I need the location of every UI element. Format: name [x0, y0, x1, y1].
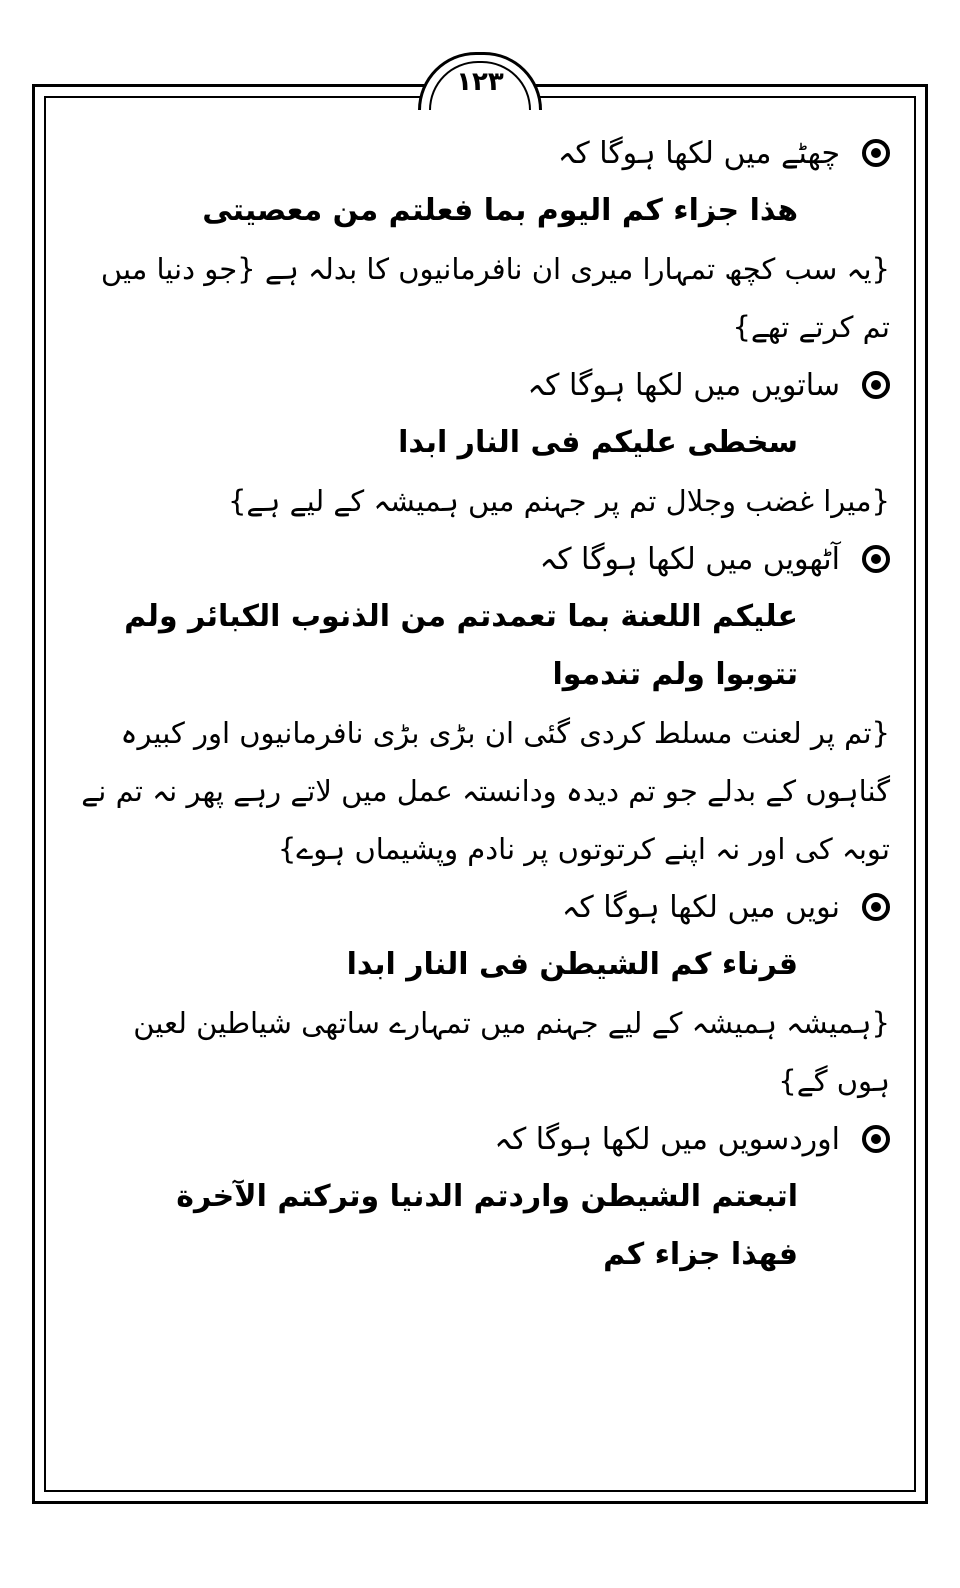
ornament-bullet-icon: [862, 1125, 890, 1153]
section-ninth: [80, 878, 890, 1110]
heading-text: چھٹے میں لکھا ہوگا کہ: [557, 135, 840, 171]
ornament-bullet-icon: [862, 371, 890, 399]
page-content: [80, 124, 890, 1284]
urdu-translation: {میرا غضب وجلال تم پر جہنم میں ہمیشہ کے لیے ہے}: [227, 484, 890, 518]
ornament-bullet-icon: [862, 139, 890, 167]
section-eighth: [80, 530, 890, 878]
section-heading: [80, 878, 890, 936]
section-tenth: [80, 1110, 890, 1284]
urdu-translation: {ہمیشہ ہمیشہ کے لیے جہنم میں تمہارے ساتھی شیاطین لعین ہوں گے}: [133, 1006, 890, 1098]
arabic-quote: علیکم اللعنة بما تعمدتم من الذنوب الکبائر ولم تتوبوا ولم تندموا: [124, 599, 798, 692]
heading-text: نویں میں لکھا ہوگا کہ: [561, 889, 840, 925]
urdu-translation: {تم پر لعنت مسلط کردی گئی ان بڑی بڑی نافرمانیوں اور کبیرہ گناہوں کے بدلے جو تم دیدہ ودانستہ عمل میں لاتے رہے پھر نہ تم نے توبہ کی اور نہ اپنے کرتوتوں پر نادم وپشیماں ہوے}: [81, 716, 890, 866]
section-heading: [80, 530, 890, 588]
heading-text: آٹھویں میں لکھا ہوگا کہ: [539, 541, 840, 577]
ornament-bullet-icon: [862, 545, 890, 573]
arabic-quote: سخطی علیکم فی النار ابدا: [398, 425, 798, 460]
page-number: ۱۲۳: [418, 52, 542, 110]
section-sixth: [80, 124, 890, 356]
arabic-quote: اتبعتم الشیطن واردتم الدنیا وترکتم الآخرة فھذا جزاء کم: [176, 1179, 798, 1272]
arabic-quote: ھذا جزاء کم الیوم بما فعلتم من معصیتی: [202, 193, 798, 228]
section-heading: [80, 124, 890, 182]
section-heading: [80, 356, 890, 414]
arabic-quote: قرناء کم الشیطن فی النار ابدا: [346, 947, 798, 982]
section-heading: [80, 1110, 890, 1168]
heading-text: ساتویں میں لکھا ہوگا کہ: [527, 367, 840, 403]
section-seventh: [80, 356, 890, 530]
ornament-bullet-icon: [862, 893, 890, 921]
urdu-translation: {یہ سب کچھ تمہارا میری ان نافرمانیوں کا بدلہ ہے {جو دنیا میں تم کرتے تھے}: [100, 252, 890, 344]
heading-text: اوردسویں میں لکھا ہوگا کہ: [494, 1121, 840, 1157]
